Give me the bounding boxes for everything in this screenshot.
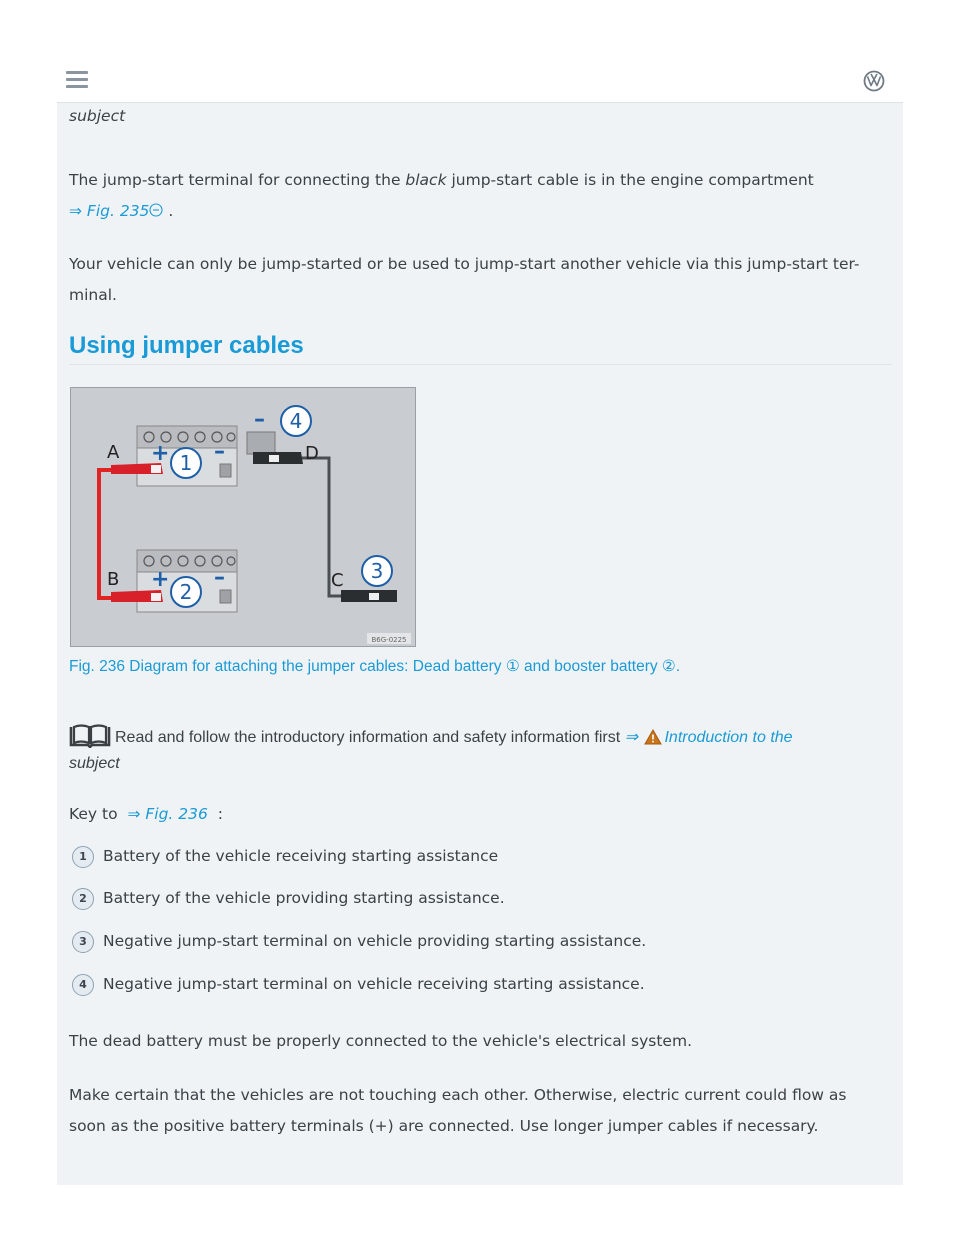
jumper-cable-diagram [70,387,416,647]
callout-2 [171,577,201,607]
figure-code: B6G-0225 [371,636,407,644]
fig-236-link[interactable]: ⇒ Fig. 236 [127,805,208,823]
callout-4 [281,406,311,436]
menu-icon[interactable] [66,71,88,89]
touching-paragraph-line1: Make certain that the vehicles are not touching each other. Otherwise, electric current could flow as [69,1086,847,1104]
plus-sign-2: + [151,567,170,592]
number-badge: 2 [72,888,94,910]
vw-logo-icon[interactable] [863,70,885,92]
top-bar [57,60,903,103]
top-link-fragment[interactable]: subject [69,107,126,125]
svg-text:3: 3 [370,559,384,583]
minus-circle-icon [149,203,163,217]
terminal-fig-ref: ⇒ Fig. 235 . [69,202,174,220]
black-clamp-c [341,590,397,602]
number-badge: 1 [72,846,94,868]
dead-battery-paragraph: The dead battery must be properly connected to the vehicle's electrical system. [69,1032,692,1050]
book-icon [69,724,111,748]
svg-text:2: 2 [179,580,193,604]
vehicle-paragraph-line2: minal. [69,286,117,304]
callout-3 [362,556,392,586]
figure-caption: Fig. 236 Diagram for attaching the jumper cables: Dead battery ① and booster battery ②. [69,658,681,675]
section-heading: Using jumper cables [69,332,304,359]
svg-text:4: 4 [289,409,303,433]
warning-icon [644,729,662,745]
fig-235-link[interactable]: ⇒ Fig. 235 [69,202,150,220]
minus-sign-ground: – [254,407,265,432]
notice-line: Read and follow the introductory information and safety information first ⇒ Introduction to the [69,722,793,753]
key-intro: Key to ⇒ Fig. 236 : [69,805,223,823]
label-c: C [331,570,344,591]
plus-sign-1: + [151,441,170,466]
svg-text:1: 1 [179,451,193,475]
number-badge: 4 [72,974,94,996]
vehicle-paragraph-line1: Your vehicle can only be jump-started or be used to jump-start another vehicle via this jump-start ter- [69,255,860,273]
number-badge: 3 [72,931,94,953]
touching-paragraph-line2: soon as the positive battery terminals (+) are connected. Use longer jumper cables if necessary. [69,1117,819,1135]
introduction-link[interactable]: Introduction to the [664,729,793,746]
ground-point [247,432,275,454]
terminal-paragraph: The jump-start terminal for connecting the black jump-start cable is in the engine compartment [69,171,814,189]
minus-sign-1: – [214,439,225,464]
diagram-svg [71,388,415,646]
introduction-link-cont[interactable]: subject [69,755,120,772]
black-clamp-d [253,452,303,464]
heading-divider [69,364,892,365]
minus-sign-2: – [214,565,225,590]
callout-1 [171,448,201,478]
label-b: B [107,569,120,590]
label-d: D [305,443,319,464]
label-a: A [107,442,120,463]
